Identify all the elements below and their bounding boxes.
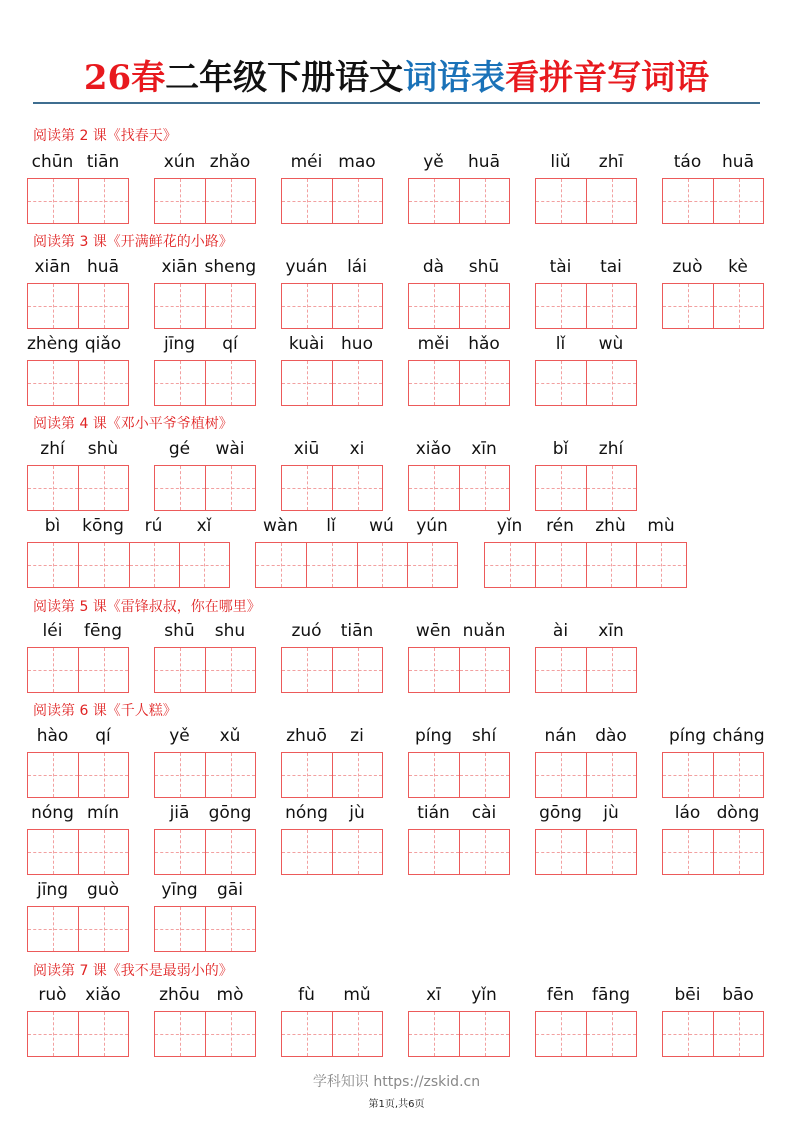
tianzige-cell[interactable]	[409, 284, 459, 328]
pinyin-label: yě	[423, 152, 444, 172]
writing-grid[interactable]	[281, 829, 383, 875]
tianzige-cell[interactable]	[536, 361, 586, 405]
tianzige-cell[interactable]	[28, 830, 78, 874]
pinyin-label: zuó	[291, 621, 322, 641]
pinyin-label: huo	[341, 334, 373, 354]
pinyin-label: wài	[215, 439, 245, 459]
page-title	[0, 50, 793, 99]
tianzige-cell[interactable]	[205, 907, 255, 951]
footer-page-number: 第1页,共6页	[368, 1099, 425, 1110]
pinyin-label: xi	[349, 439, 365, 459]
pinyin-label: jù	[349, 803, 365, 823]
writing-grid[interactable]	[662, 829, 764, 875]
tianzige-cell[interactable]	[155, 1012, 205, 1056]
title-part: 看拼音写词语	[505, 58, 710, 98]
writing-grid[interactable]	[408, 465, 510, 511]
tianzige-cell[interactable]	[155, 753, 205, 797]
pinyin-label: nán	[544, 726, 577, 746]
pinyin-label: mao	[338, 152, 376, 172]
pinyin-label: xīn	[471, 439, 497, 459]
tianzige-cell[interactable]	[28, 543, 78, 587]
tianzige-cell[interactable]	[28, 753, 78, 797]
writing-grid[interactable]	[281, 360, 383, 406]
tianzige-cell[interactable]	[129, 543, 179, 587]
tianzige-cell[interactable]	[28, 1012, 78, 1056]
pinyin-label: jīng	[36, 880, 68, 900]
writing-grid[interactable]	[154, 829, 256, 875]
tianzige-cell[interactable]	[713, 753, 763, 797]
writing-grid[interactable]	[27, 360, 129, 406]
pinyin-label: měi	[417, 334, 450, 354]
tianzige-cell[interactable]	[282, 1012, 332, 1056]
pinyin-label: jīng	[163, 334, 195, 354]
pinyin-label: xún	[163, 152, 196, 172]
tianzige-cell[interactable]	[155, 466, 205, 510]
pinyin-label: kè	[728, 257, 748, 277]
writing-grid[interactable]	[281, 752, 383, 798]
writing-grid[interactable]	[281, 178, 383, 224]
pinyin-label: xǐ	[196, 516, 212, 536]
tianzige-cell[interactable]	[28, 907, 78, 951]
tianzige-cell[interactable]	[205, 753, 255, 797]
tianzige-cell[interactable]	[282, 753, 332, 797]
writing-grid[interactable]	[27, 178, 129, 224]
tianzige-cell[interactable]	[459, 466, 509, 510]
pinyin-label: zhuō	[286, 726, 327, 746]
tianzige-cell[interactable]	[586, 543, 636, 587]
pinyin-label: píng	[414, 726, 453, 746]
pinyin-label: fēn	[546, 985, 575, 1005]
pinyin-label: bēi	[674, 985, 701, 1005]
tianzige-cell[interactable]	[586, 648, 636, 692]
writing-grid[interactable]	[27, 906, 129, 952]
footer-site: 学科知识 https://zskid.cn	[312, 1074, 481, 1090]
pinyin-label: zhí	[40, 439, 65, 459]
pinyin-label: yǐn	[471, 985, 497, 1005]
pinyin-label: mù	[647, 516, 675, 536]
tianzige-cell[interactable]	[536, 466, 586, 510]
writing-grid[interactable]	[662, 283, 764, 329]
title-part: 26春	[83, 58, 166, 98]
writing-grid[interactable]	[255, 542, 458, 588]
pinyin-label: fāng	[592, 985, 630, 1005]
writing-grid[interactable]	[27, 283, 129, 329]
tianzige-cell[interactable]	[536, 648, 586, 692]
writing-grid[interactable]	[154, 647, 256, 693]
tianzige-cell[interactable]	[78, 648, 128, 692]
pinyin-label: tián	[417, 803, 450, 823]
writing-grid[interactable]	[27, 542, 230, 588]
lesson-heading: 阅读第 3 课《开满鲜花的小路》	[33, 234, 233, 250]
writing-grid[interactable]	[662, 1011, 764, 1057]
tianzige-cell[interactable]	[78, 284, 128, 328]
pinyin-label: jiā	[169, 803, 190, 823]
writing-grid[interactable]	[408, 283, 510, 329]
writing-grid[interactable]	[27, 647, 129, 693]
writing-grid[interactable]	[281, 1011, 383, 1057]
pinyin-label: guò	[87, 880, 119, 900]
pinyin-label: zhǎo	[209, 152, 251, 172]
tianzige-cell[interactable]	[536, 753, 586, 797]
tianzige-cell[interactable]	[459, 753, 509, 797]
writing-grid[interactable]	[408, 1011, 510, 1057]
tianzige-cell[interactable]	[205, 361, 255, 405]
lesson-heading: 阅读第 5 课《雷锋叔叔，你在哪里》	[33, 599, 261, 615]
pinyin-label: nóng	[31, 803, 74, 823]
pinyin-label: fēng	[83, 621, 122, 641]
tianzige-cell[interactable]	[282, 648, 332, 692]
tianzige-cell[interactable]	[332, 361, 382, 405]
tianzige-cell[interactable]	[205, 830, 255, 874]
pinyin-label: rú	[144, 516, 163, 536]
pinyin-label: huā	[468, 152, 500, 172]
pinyin-label: wàn	[262, 516, 299, 536]
pinyin-label: qiǎo	[84, 334, 122, 354]
writing-grid[interactable]	[154, 1011, 256, 1057]
pinyin-label: tiān	[340, 621, 374, 641]
writing-grid[interactable]	[662, 178, 764, 224]
pinyin-label: zhù	[595, 516, 626, 536]
tianzige-cell[interactable]	[535, 543, 585, 587]
pinyin-label: bāo	[722, 985, 754, 1005]
tianzige-cell[interactable]	[409, 466, 459, 510]
tianzige-cell[interactable]	[78, 466, 128, 510]
pinyin-label: píng	[668, 726, 707, 746]
writing-grid[interactable]	[535, 829, 637, 875]
writing-grid[interactable]	[154, 178, 256, 224]
tianzige-cell[interactable]	[586, 753, 636, 797]
tianzige-cell[interactable]	[332, 466, 382, 510]
tianzige-cell[interactable]	[78, 543, 128, 587]
pinyin-label: xīn	[598, 621, 624, 641]
title-divider	[33, 102, 760, 104]
pinyin-label: nóng	[285, 803, 328, 823]
tianzige-cell[interactable]	[409, 179, 459, 223]
lesson-heading: 阅读第 4 课《邓小平爷爷植树》	[33, 416, 233, 432]
tianzige-cell[interactable]	[586, 830, 636, 874]
pinyin-label: zhí	[598, 439, 624, 459]
writing-grid[interactable]	[281, 465, 383, 511]
writing-grid[interactable]	[154, 283, 256, 329]
tianzige-cell[interactable]	[332, 648, 382, 692]
lesson-heading: 阅读第 6 课《千人糕》	[33, 703, 177, 719]
pinyin-label: zhèng	[27, 334, 79, 354]
writing-grid[interactable]	[535, 647, 637, 693]
tianzige-cell[interactable]	[459, 1012, 509, 1056]
pinyin-label: shū	[468, 257, 500, 277]
tianzige-cell[interactable]	[636, 543, 686, 587]
pinyin-label: xǔ	[219, 726, 241, 746]
tianzige-cell[interactable]	[28, 361, 78, 405]
title-part: 词语表	[403, 58, 506, 98]
tianzige-cell[interactable]	[536, 1012, 586, 1056]
tianzige-cell[interactable]	[713, 284, 763, 328]
pinyin-label: cháng	[712, 726, 765, 746]
pinyin-label: léi	[42, 621, 63, 641]
writing-grid[interactable]	[662, 752, 764, 798]
writing-grid[interactable]	[408, 360, 510, 406]
pinyin-label: yě	[169, 726, 190, 746]
pinyin-label: láo	[674, 803, 701, 823]
pinyin-label: yǐn	[496, 516, 523, 536]
tianzige-cell[interactable]	[282, 466, 332, 510]
writing-grid[interactable]	[535, 178, 637, 224]
pinyin-label: xiān	[34, 257, 71, 277]
tianzige-cell[interactable]	[663, 284, 713, 328]
pinyin-label: tai	[600, 257, 622, 277]
pinyin-label: zhōu	[159, 985, 200, 1005]
tianzige-cell[interactable]	[282, 830, 332, 874]
tianzige-cell[interactable]	[78, 179, 128, 223]
tianzige-cell[interactable]	[155, 830, 205, 874]
writing-grid[interactable]	[408, 752, 510, 798]
pinyin-label: kuài	[288, 334, 325, 354]
tianzige-cell[interactable]	[28, 179, 78, 223]
tianzige-cell[interactable]	[586, 1012, 636, 1056]
tianzige-cell[interactable]	[306, 543, 356, 587]
title-part: 二年级下册语文	[165, 58, 404, 98]
pinyin-label: lái	[347, 257, 367, 277]
writing-grid[interactable]	[154, 906, 256, 952]
tianzige-cell[interactable]	[536, 830, 586, 874]
pinyin-label: lǐ	[555, 334, 566, 354]
pinyin-label: yīng	[161, 880, 198, 900]
tianzige-cell[interactable]	[155, 179, 205, 223]
pinyin-label: yuán	[285, 257, 328, 277]
tianzige-cell[interactable]	[78, 1012, 128, 1056]
tianzige-cell[interactable]	[78, 361, 128, 405]
writing-grid[interactable]	[281, 283, 383, 329]
tianzige-cell[interactable]	[459, 830, 509, 874]
tianzige-cell[interactable]	[179, 543, 229, 587]
tianzige-cell[interactable]	[663, 179, 713, 223]
pinyin-label: mín	[86, 803, 120, 823]
writing-grid[interactable]	[408, 647, 510, 693]
pinyin-label: shù	[87, 439, 119, 459]
tianzige-cell[interactable]	[282, 179, 332, 223]
pinyin-label: shí	[471, 726, 497, 746]
tianzige-cell[interactable]	[205, 648, 255, 692]
tianzige-cell[interactable]	[78, 907, 128, 951]
tianzige-cell[interactable]	[282, 361, 332, 405]
pinyin-label: wēn	[415, 621, 452, 641]
tianzige-cell[interactable]	[586, 179, 636, 223]
writing-grid[interactable]	[535, 465, 637, 511]
writing-grid[interactable]	[154, 360, 256, 406]
tianzige-cell[interactable]	[357, 543, 407, 587]
tianzige-cell[interactable]	[586, 284, 636, 328]
pinyin-label: gōng	[539, 803, 582, 823]
pinyin-label: gāi	[217, 880, 243, 900]
writing-grid[interactable]	[281, 647, 383, 693]
pinyin-label: huā	[87, 257, 119, 277]
pinyin-label: mò	[216, 985, 244, 1005]
tianzige-cell[interactable]	[78, 830, 128, 874]
pinyin-label: dào	[595, 726, 627, 746]
tianzige-cell[interactable]	[205, 284, 255, 328]
pinyin-label: shu	[214, 621, 246, 641]
writing-grid[interactable]	[535, 283, 637, 329]
tianzige-cell[interactable]	[459, 648, 509, 692]
writing-grid[interactable]	[27, 1011, 129, 1057]
tianzige-cell[interactable]	[332, 284, 382, 328]
tianzige-cell[interactable]	[332, 753, 382, 797]
tianzige-cell[interactable]	[282, 284, 332, 328]
tianzige-cell[interactable]	[155, 907, 205, 951]
pinyin-label: huā	[722, 152, 754, 172]
pinyin-label: xiān	[161, 257, 198, 277]
writing-grid[interactable]	[154, 752, 256, 798]
pinyin-label: xiǎo	[85, 985, 121, 1005]
pinyin-label: mǔ	[343, 985, 371, 1005]
writing-grid[interactable]	[408, 829, 510, 875]
tianzige-cell[interactable]	[28, 648, 78, 692]
writing-grid[interactable]	[154, 465, 256, 511]
tianzige-cell[interactable]	[713, 179, 763, 223]
writing-grid[interactable]	[484, 542, 687, 588]
pinyin-label: dòng	[716, 803, 760, 823]
tianzige-cell[interactable]	[485, 543, 535, 587]
pinyin-label: hǎo	[468, 334, 500, 354]
writing-grid[interactable]	[27, 465, 129, 511]
writing-grid[interactable]	[27, 752, 129, 798]
tianzige-cell[interactable]	[205, 466, 255, 510]
tianzige-cell[interactable]	[155, 648, 205, 692]
tianzige-cell[interactable]	[205, 1012, 255, 1056]
tianzige-cell[interactable]	[28, 284, 78, 328]
pinyin-label: méi	[290, 152, 323, 172]
pinyin-label: qí	[222, 334, 238, 354]
pinyin-label: ruò	[38, 985, 67, 1005]
tianzige-cell[interactable]	[663, 753, 713, 797]
tianzige-cell[interactable]	[332, 830, 382, 874]
tianzige-cell[interactable]	[409, 1012, 459, 1056]
pinyin-label: gōng	[208, 803, 252, 823]
tianzige-cell[interactable]	[332, 179, 382, 223]
pinyin-label: zi	[350, 726, 364, 746]
pinyin-label: zuò	[672, 257, 703, 277]
writing-grid[interactable]	[535, 752, 637, 798]
pinyin-label: táo	[673, 152, 702, 172]
tianzige-cell[interactable]	[332, 1012, 382, 1056]
pinyin-label: zhī	[598, 152, 624, 172]
tianzige-cell[interactable]	[459, 361, 509, 405]
writing-grid[interactable]	[535, 1011, 637, 1057]
pinyin-label: lǐ	[326, 516, 336, 536]
tianzige-cell[interactable]	[459, 179, 509, 223]
lesson-heading: 阅读第 2 课《找春天》	[33, 128, 177, 144]
pinyin-label: chūn	[31, 152, 74, 172]
tianzige-cell[interactable]	[78, 753, 128, 797]
pinyin-label: nuǎn	[462, 621, 506, 641]
tianzige-cell[interactable]	[663, 830, 713, 874]
tianzige-cell[interactable]	[28, 466, 78, 510]
pinyin-label: shū	[164, 621, 195, 641]
tianzige-cell[interactable]	[586, 361, 636, 405]
tianzige-cell[interactable]	[459, 284, 509, 328]
tianzige-cell[interactable]	[407, 543, 457, 587]
tianzige-cell[interactable]	[713, 1012, 763, 1056]
tianzige-cell[interactable]	[663, 1012, 713, 1056]
tianzige-cell[interactable]	[536, 179, 586, 223]
pinyin-label: rén	[546, 516, 574, 536]
pinyin-label: kōng	[82, 516, 124, 536]
pinyin-label: jù	[603, 803, 619, 823]
pinyin-label: cài	[471, 803, 497, 823]
pinyin-label: xiū	[293, 439, 320, 459]
pinyin-label: hào	[36, 726, 69, 746]
pinyin-label: xī	[426, 985, 441, 1005]
pinyin-label: bì	[44, 516, 61, 536]
tianzige-cell[interactable]	[155, 361, 205, 405]
pinyin-label: qí	[95, 726, 111, 746]
tianzige-cell[interactable]	[409, 361, 459, 405]
tianzige-cell[interactable]	[409, 830, 459, 874]
lesson-heading: 阅读第 7 课《我不是最弱小的》	[33, 963, 233, 979]
pinyin-label: tài	[549, 257, 572, 277]
tianzige-cell[interactable]	[155, 284, 205, 328]
pinyin-label: wú	[369, 516, 394, 536]
pinyin-label: gé	[168, 439, 191, 459]
tianzige-cell[interactable]	[409, 753, 459, 797]
pinyin-label: liǔ	[550, 152, 571, 172]
pinyin-label: ài	[552, 621, 569, 641]
tianzige-cell[interactable]	[586, 466, 636, 510]
tianzige-cell[interactable]	[713, 830, 763, 874]
pinyin-label: sheng	[204, 257, 257, 277]
writing-grid[interactable]	[27, 829, 129, 875]
pinyin-label: yún	[416, 516, 448, 536]
pinyin-label: xiǎo	[415, 439, 452, 459]
tianzige-cell[interactable]	[409, 648, 459, 692]
writing-grid[interactable]	[535, 360, 637, 406]
tianzige-cell[interactable]	[205, 179, 255, 223]
tianzige-cell[interactable]	[256, 543, 306, 587]
pinyin-label: bǐ	[552, 439, 569, 459]
pinyin-label: dà	[422, 257, 445, 277]
tianzige-cell[interactable]	[536, 284, 586, 328]
pinyin-label: fù	[298, 985, 315, 1005]
pinyin-label: tiān	[86, 152, 120, 172]
writing-grid[interactable]	[408, 178, 510, 224]
pinyin-label: wù	[598, 334, 624, 354]
